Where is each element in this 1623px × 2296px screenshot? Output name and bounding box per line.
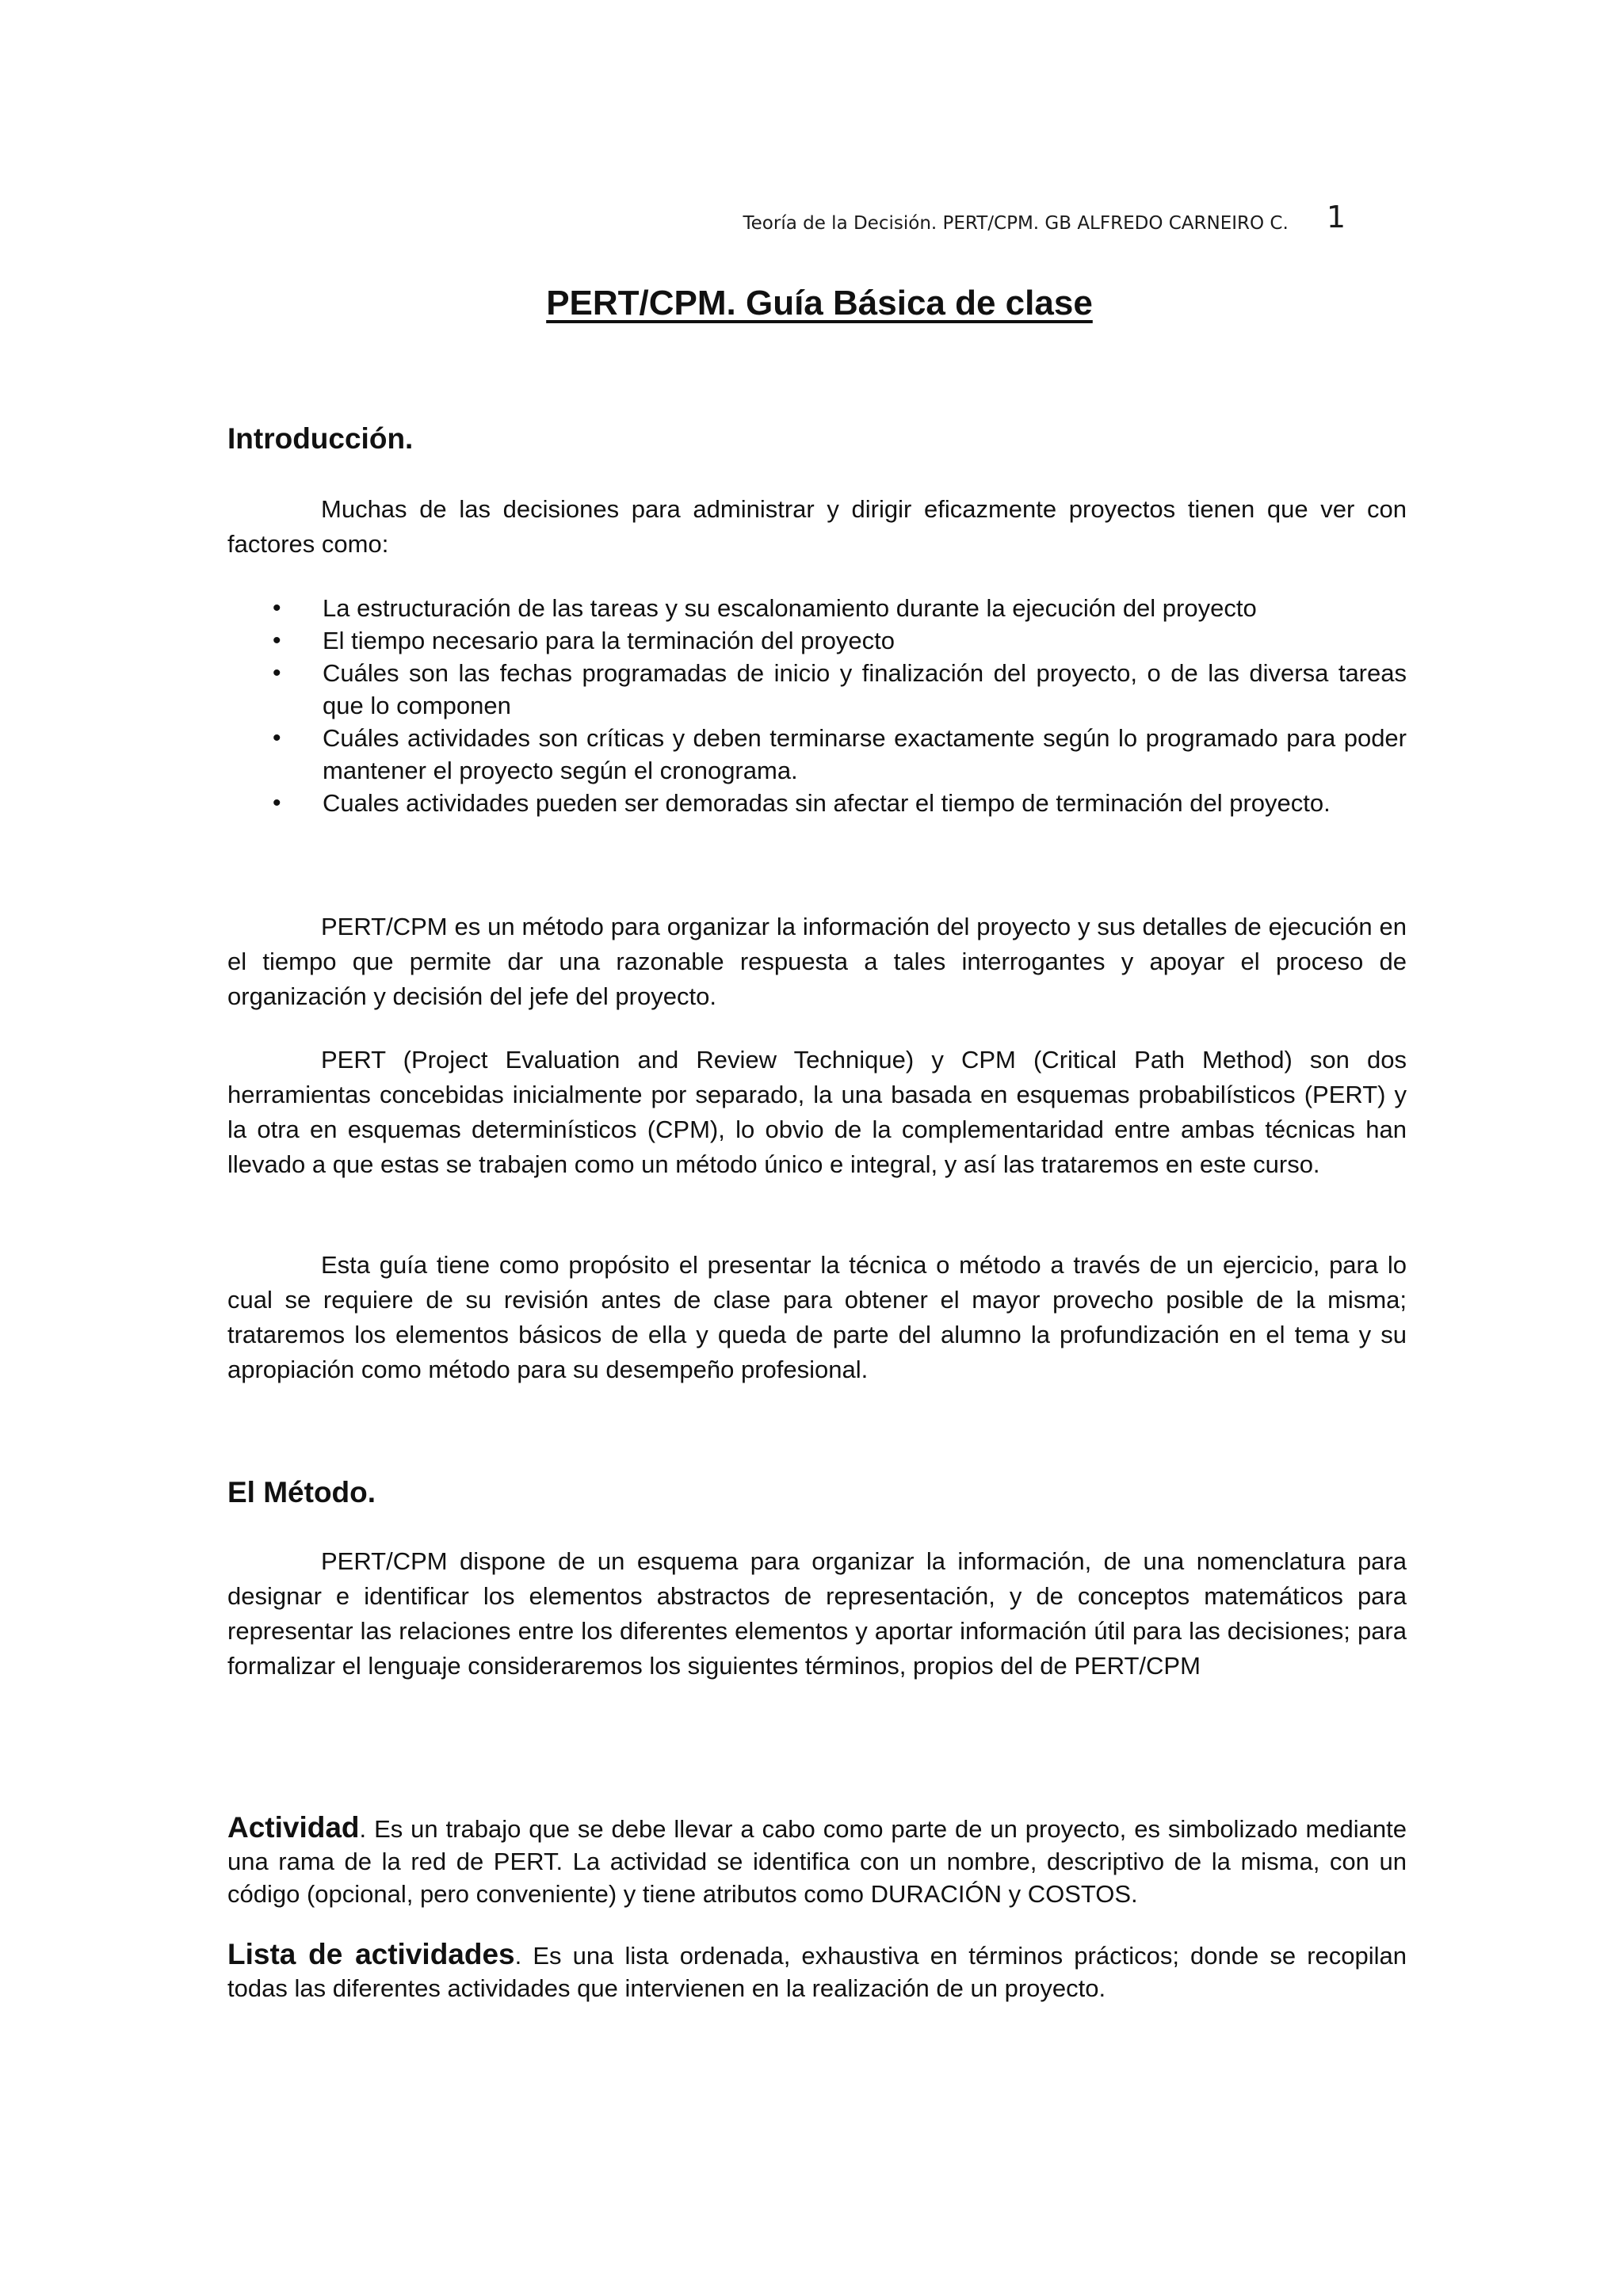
document-title: PERT/CPM. Guía Básica de clase xyxy=(546,284,1093,322)
definition-term: Lista de actividades xyxy=(227,1938,515,1970)
paragraph: PERT (Project Evaluation and Review Technique) y CPM (Critical Path Method) son dos herramientas concebidas inicialmente por separado, la una basada en esquemas probabilísticos (PERT) y la otra en esquemas determinísticos (CPM), lo obvio de la complementaridad entre ambas técnicas han llevado a que estas se trabajen como un método único e integral, y así las trataremos en este curso. xyxy=(227,1046,1407,1178)
running-header-title: Teoría de la Decisión. PERT/CPM. GB ALFREDO CARNEIRO C. xyxy=(743,213,1289,234)
running-header xyxy=(743,201,1346,236)
intro-paragraph-3 xyxy=(227,1248,1407,1387)
method-paragraph xyxy=(227,1544,1407,1684)
paragraph: PERT/CPM es un método para organizar la información del proyecto y sus detalles de ejecución en el tiempo que permite dar una razonable respuesta a tales interrogantes y apoyar el proceso de organización y decisión del jefe del proyecto. xyxy=(227,913,1407,1010)
intro-paragraph-2 xyxy=(227,1043,1407,1182)
list-item: • Cuáles son las fechas programadas de inicio y finalización del proyecto, o de las diversa tareas que lo componen xyxy=(227,657,1407,722)
definition-lista-de-actividades xyxy=(227,1938,1407,2004)
intro-paragraph-1 xyxy=(227,910,1407,1014)
paragraph: PERT/CPM dispone de un esquema para organizar la información, de una nomenclatura para designar e identificar los elementos abstractos de representación, y de conceptos matemáticos para representar las relaciones entre los diferentes elementos y aportar información útil para las decisiones; para formalizar el lenguaje consideraremos los siguientes términos, propios del de PERT/CPM xyxy=(227,1547,1407,1680)
definition-actividad xyxy=(227,1811,1407,1910)
section-introduction xyxy=(227,422,1407,456)
list-item: • Cuáles actividades son críticas y deben terminarse exactamente según lo programado para poder mantener el proyecto según el cronograma. xyxy=(227,722,1407,787)
intro-lead xyxy=(227,492,1407,562)
intro-lead-paragraph: Muchas de las decisiones para administrar y dirigir eficazmente proyectos tienen que ver con factores como: xyxy=(227,495,1407,558)
list-item: • El tiempo necesario para la terminación del proyecto xyxy=(227,624,1407,657)
section-method xyxy=(227,1476,1407,1509)
intro-bullet-list xyxy=(227,592,1407,819)
section-heading-introduction: Introducción. xyxy=(227,422,414,455)
definition-text: . Es una lista ordenada, exhaustiva en términos prácticos; donde se recopilan todas las diferentes actividades que intervienen en la realización de un proyecto. xyxy=(227,1942,1407,2002)
paragraph: Esta guía tiene como propósito el presentar la técnica o método a través de un ejercicio, para lo cual se requiere de su revisión antes de clase para obtener el mayor provecho posible de la misma; trataremos los elementos básicos de ella y queda de parte del alumno la profundización en el tema y su apropiación como método para su desempeño profesional. xyxy=(227,1251,1407,1383)
page-number: 1 xyxy=(1326,200,1346,235)
list-item: • La estructuración de las tareas y su escalonamiento durante la ejecución del proyecto xyxy=(227,592,1407,624)
definition-term: Actividad xyxy=(227,1811,360,1844)
definition-text: . Es un trabajo que se debe llevar a cabo como parte de un proyecto, es simbolizado mediante una rama de la red de PERT. La actividad se identifica con un nombre, descriptivo de la misma, con un código (opcional, pero conveniente) y tiene atributos como DURACIÓN y COSTOS. xyxy=(227,1815,1407,1908)
section-heading-method: El Método. xyxy=(227,1476,376,1508)
list-item: • Cuales actividades pueden ser demoradas sin afectar el tiempo de terminación del proyecto. xyxy=(227,787,1407,819)
